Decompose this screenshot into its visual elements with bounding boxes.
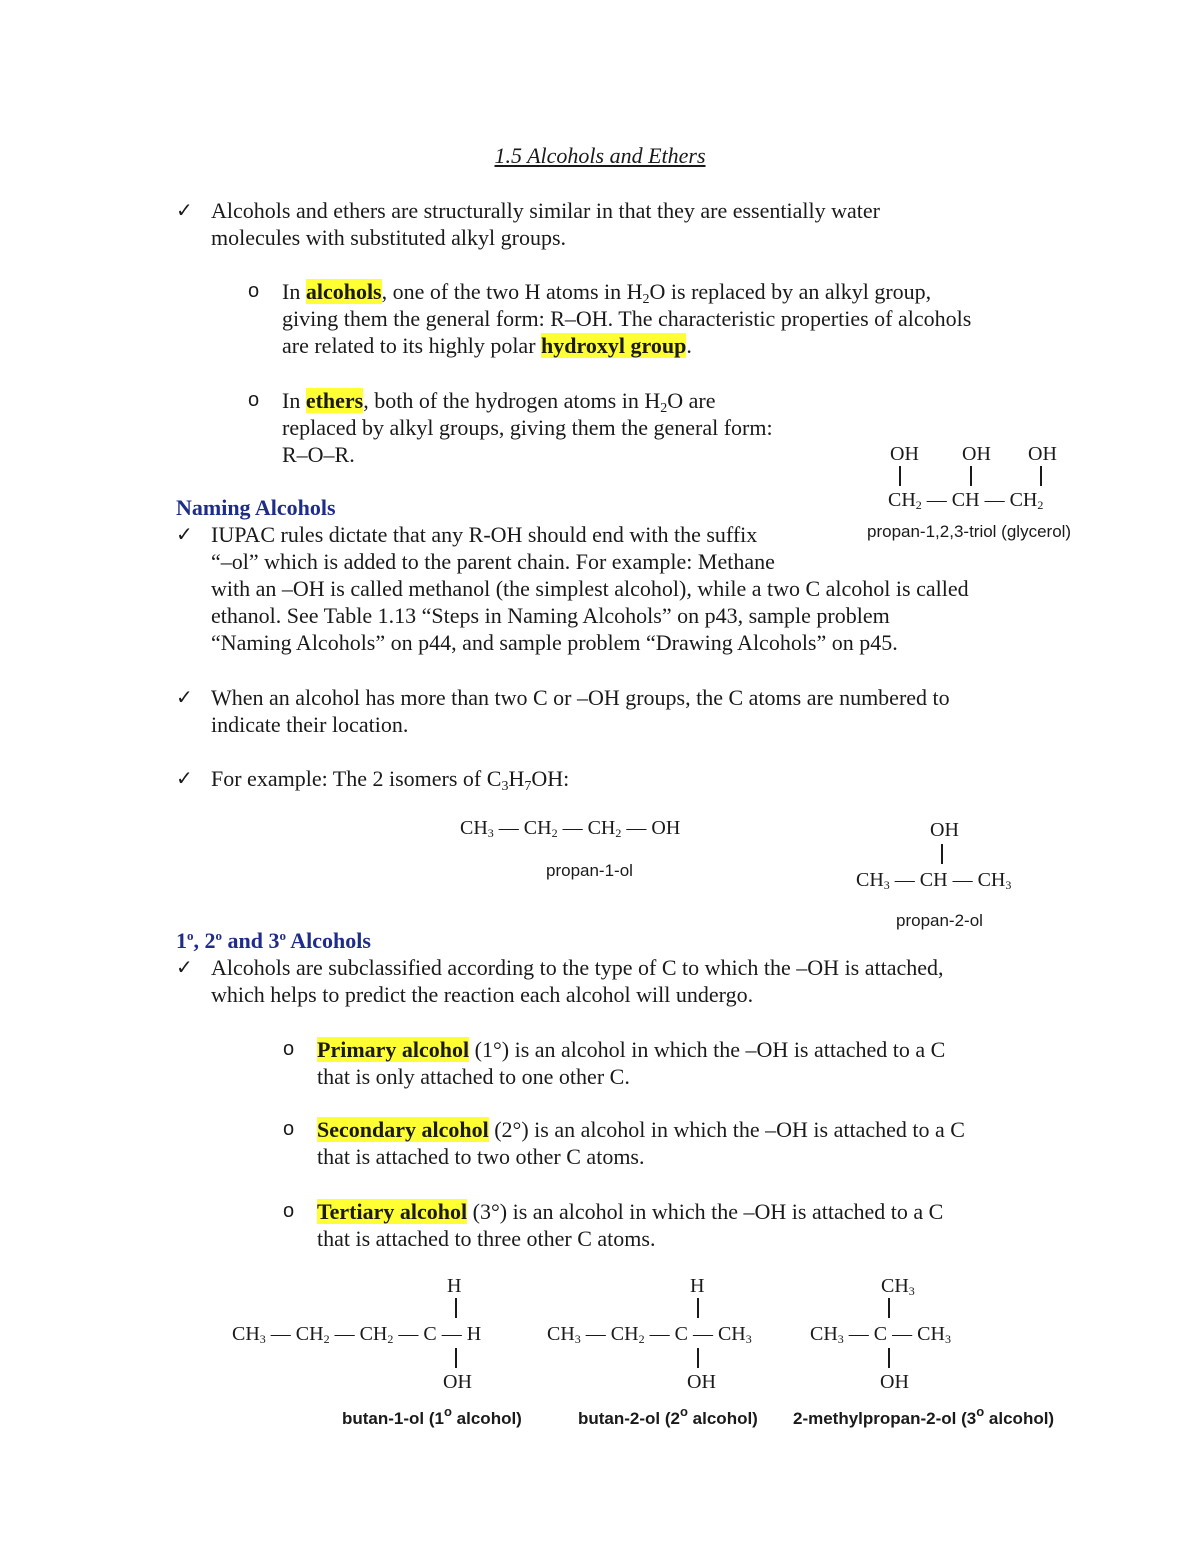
primary-line-1: Primary alcohol (1°) is an alcohol in which the –OH is attached to a C — [317, 1037, 946, 1062]
bond — [941, 844, 943, 864]
check-icon: ✓ — [176, 198, 193, 222]
bond — [697, 1348, 699, 1368]
degrees-b1-line-2: which helps to predict the reaction each alcohol will undergo. — [211, 982, 754, 1007]
bond — [455, 1348, 457, 1368]
alcohols-highlight: alcohols — [305, 279, 382, 304]
bond — [970, 466, 972, 486]
secondary-line-2: that is attached to two other C atoms. — [317, 1144, 645, 1169]
alcohols-line-2: giving them the general form: R–OH. The characteristic properties of alcohols — [282, 306, 972, 331]
naming-b2-line-2: indicate their location. — [211, 712, 409, 737]
methylpropan-caption: 2-methylpropan-2-ol (3$^o$ alcohol) — [793, 1404, 1055, 1428]
check-icon: ✓ — [176, 766, 193, 790]
naming-b2-line-1: When an alcohol has more than two C or –OH groups, the C atoms are numbered to — [211, 685, 950, 710]
check-icon: ✓ — [176, 522, 193, 546]
bond — [888, 1298, 890, 1318]
propan-2-ol-chain: $CH_3$ — CH — $CH_3$ — [856, 869, 1012, 892]
naming-b1-line-2: “–ol” which is added to the parent chain. For example: Methane — [211, 549, 775, 574]
naming-b1-line-4: ethanol. See Table 1.13 “Steps in Naming Alcohols” on p43, sample problem — [211, 603, 890, 628]
naming-b1-line-1: IUPAC rules dictate that any R-OH should end with the suffix — [211, 522, 758, 547]
methylpropan-ch3: $CH_3$ — [881, 1275, 915, 1298]
ethers-line-3: R–O–R. — [282, 442, 355, 467]
naming-b1-line-5: “Naming Alcohols” on p44, and sample problem “Drawing Alcohols” on p45. — [211, 630, 898, 655]
naming-b1-line-3: with an –OH is called methanol (the simplest alcohol), while a two C alcohol is called — [211, 576, 969, 601]
butan-1-ol-caption: butan-1-ol (1$^o$ alcohol) — [342, 1404, 522, 1428]
methylpropan-chain: $CH_3$ — C — $CH_3$ — [810, 1323, 951, 1346]
tertiary-line-2: that is attached to three other C atoms. — [317, 1226, 656, 1251]
butan-2-ol-h: H — [690, 1275, 705, 1297]
bond — [899, 466, 901, 486]
glycerol-oh-3: OH — [1028, 443, 1057, 465]
naming-heading: Naming Alcohols — [176, 495, 336, 520]
glycerol-chain: $CH_2$ — CH — $CH_2$ — [888, 489, 1044, 512]
alcohols-line-1: In alcohols, one of the two H atoms in $H_2O$ is replaced by an alkyl group, — [282, 279, 932, 307]
bullet-icon: o — [248, 280, 260, 302]
methylpropan-oh: OH — [880, 1371, 909, 1393]
propan-1-ol-caption: propan-1-ol — [546, 861, 633, 880]
glycerol-oh-1: OH — [890, 443, 919, 465]
bullet-icon: o — [248, 389, 260, 411]
alcohols-line-3: are related to its highly polar hydroxyl group. — [282, 333, 692, 358]
intro-line-2: molecules with substituted alkyl groups. — [211, 225, 567, 250]
tertiary-line-1: Tertiary alcohol (3°) is an alcohol in which the –OH is attached to a C — [317, 1199, 944, 1224]
ethers-line-1: In ethers, both of the hydrogen atoms in $H_2O$ are — [282, 388, 716, 416]
secondary-highlight: Secondary alcohol — [317, 1117, 489, 1142]
glycerol-caption: propan-1,2,3-triol (glycerol) — [867, 522, 1072, 541]
intro-line-1: Alcohols and ethers are structurally similar in that they are essentially water — [211, 198, 880, 223]
butan-2-ol-caption: butan-2-ol (2$^o$ alcohol) — [578, 1404, 758, 1428]
bond — [1040, 466, 1042, 486]
check-icon: ✓ — [176, 685, 193, 709]
bond — [888, 1348, 890, 1368]
degrees-heading: 1$^o$, 2$^o$ and 3$^o$ Alcohols — [176, 928, 371, 953]
bond — [697, 1298, 699, 1318]
secondary-line-1: Secondary alcohol (2°) is an alcohol in which the –OH is attached to a C — [317, 1117, 965, 1142]
ethers-line-2: replaced by alkyl groups, giving them the general form: — [282, 415, 773, 440]
propan-2-ol-caption: propan-2-ol — [896, 911, 983, 930]
butan-1-ol-oh: OH — [443, 1371, 472, 1393]
propan-1-ol-structure: $CH_3$ — $CH_2$ — $CH_2$ — OH — [460, 817, 681, 840]
ethers-highlight: ethers — [305, 388, 364, 413]
butan-2-ol-oh: OH — [687, 1371, 716, 1393]
bullet-icon: o — [283, 1200, 295, 1222]
butan-2-ol-chain: $CH_3$ — $CH_2$ — C — $CH_3$ — [547, 1323, 752, 1346]
check-icon: ✓ — [176, 955, 193, 979]
degrees-b1-line-1: Alcohols are subclassified according to the type of C to which the –OH is attached, — [211, 955, 944, 980]
bullet-icon: o — [283, 1118, 295, 1140]
propan-2-ol-oh: OH — [930, 819, 959, 841]
butan-1-ol-h: H — [447, 1275, 462, 1297]
primary-line-2: that is only attached to one other C. — [317, 1064, 630, 1089]
glycerol-oh-2: OH — [962, 443, 991, 465]
butan-1-ol-chain: $CH_3$ — $CH_2$ — $CH_2$ — C — H — [232, 1323, 482, 1346]
bullet-icon: o — [283, 1038, 295, 1060]
primary-highlight: Primary alcohol — [317, 1037, 470, 1062]
hydroxyl-highlight: hydroxyl group — [541, 333, 687, 358]
page-title: 1.5 Alcohols and Ethers — [494, 143, 706, 168]
bond — [455, 1298, 457, 1318]
naming-b3: For example: The 2 isomers of $C_3H_7OH$: — [211, 766, 570, 794]
tertiary-highlight: Tertiary alcohol — [317, 1199, 468, 1224]
